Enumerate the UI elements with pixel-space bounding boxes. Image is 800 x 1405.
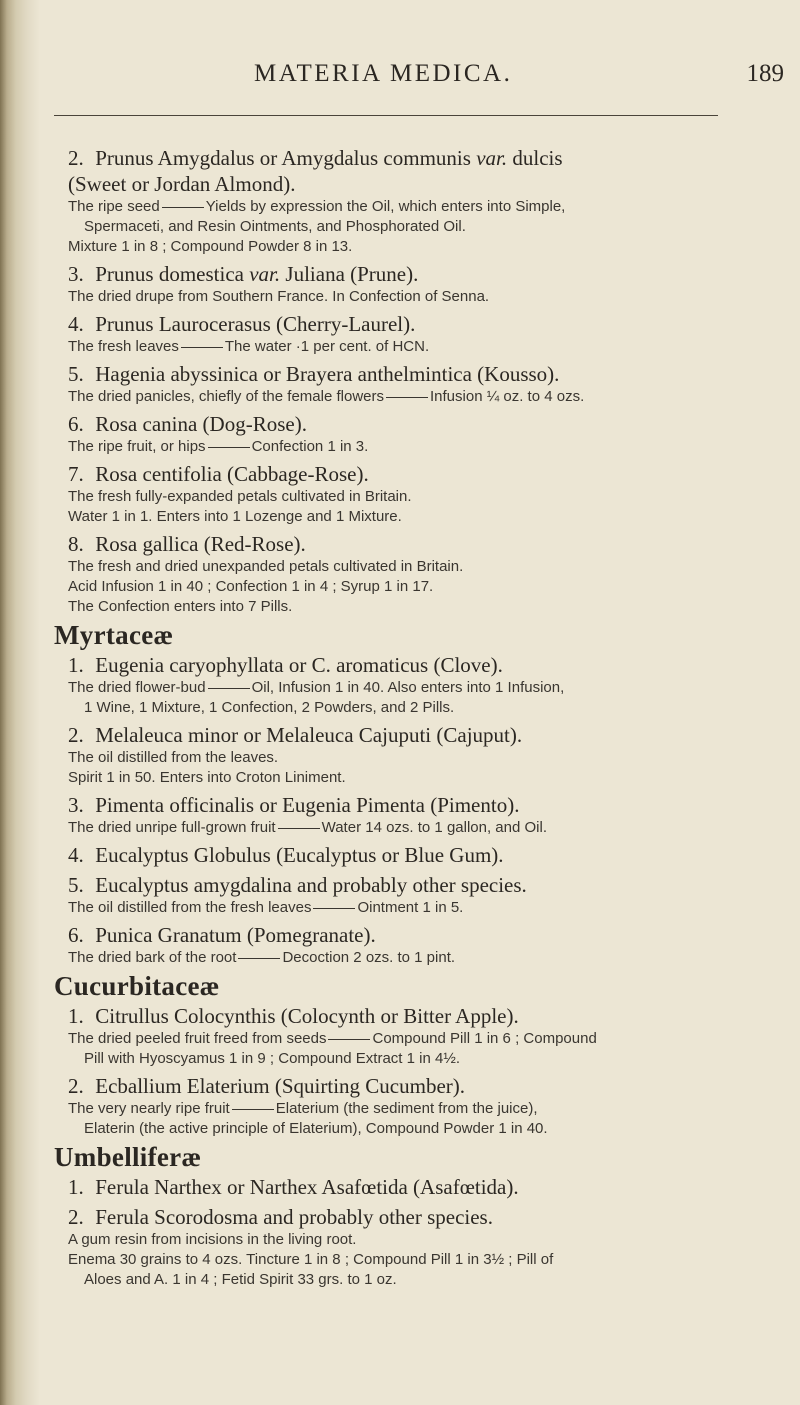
header-rule <box>54 115 718 116</box>
entry-desc: Water 1 in 1. Enters into 1 Lozenge and 1 Mixture. <box>68 508 402 525</box>
entry-desc: The Confection enters into 7 Pills. <box>68 598 293 615</box>
running-head-title: MATERIA MEDICA. <box>254 60 513 87</box>
entry-desc: The dried drupe from Southern France. In Confection of Senna. <box>68 288 490 305</box>
entry-desc: The dried panicles, chiefly of the female flowers Infusion ¼ oz. to 4 ozs. <box>68 388 585 405</box>
entry-title: 5. Eucalyptus amygdalina and probably other species. <box>68 873 527 897</box>
entry-eugenia <box>54 652 782 718</box>
entry-title: 3. Prunus domestica var. Juliana (Prune). <box>68 262 419 286</box>
family-heading-cucurbitaceae: Cucurbitaceæ <box>54 971 220 1001</box>
entry-desc: Elaterin (the active principle of Elaterium), Compound Powder 1 in 40. <box>84 1120 548 1137</box>
entry-title: 5. Hagenia abyssinica or Brayera anthelmintica (Kousso). <box>68 362 560 386</box>
entry-title: 2. Melaleuca minor or Melaleuca Cajuputi (Cajuput). <box>68 723 523 747</box>
entry-prunus-laurocerasus <box>54 311 782 357</box>
entry-desc: The ripe seed Yields by expression the Oil, which enters into Simple, <box>68 198 566 215</box>
entry-desc: The dried unripe full-grown fruit Water 14 ozs. to 1 gallon, and Oil. <box>68 819 548 836</box>
entry-rosa-centifolia <box>54 461 782 527</box>
entry-title: 4. Eucalyptus Globulus (Eucalyptus or Blue Gum). <box>68 843 504 867</box>
entry-desc: The dried flower-bud Oil, Infusion 1 in 40. Also enters into 1 Infusion, <box>68 679 565 696</box>
page-number: 189 <box>746 60 784 87</box>
entry-hagenia <box>54 361 782 407</box>
entry-title: 2. Prunus Amygdalus or Amygdalus communis var. dulcis <box>68 146 563 170</box>
entry-punica <box>54 922 782 968</box>
entry-ferula-scorodosma <box>54 1204 782 1290</box>
entry-desc: Enema 30 grains to 4 ozs. Tincture 1 in 8 ; Compound Pill 1 in 3½ ; Pill of <box>68 1251 554 1268</box>
entry-desc: Spermaceti, and Resin Ointments, and Phosphorated Oil. <box>84 218 466 235</box>
entry-desc: The fresh and dried unexpanded petals cultivated in Britain. <box>68 558 464 575</box>
entry-desc: The ripe fruit, or hips Confection 1 in 3. <box>68 438 369 455</box>
entry-title-line2: (Sweet or Jordan Almond). <box>68 172 296 196</box>
entry-prunus-domestica <box>54 261 782 307</box>
entry-desc: Acid Infusion 1 in 40 ; Confection 1 in 4 ; Syrup 1 in 17. <box>68 578 434 595</box>
entry-eucalyptus-amygdalina <box>54 872 782 918</box>
entry-ecballium <box>54 1073 782 1139</box>
entry-title: 2. Ecballium Elaterium (Squirting Cucumber). <box>68 1074 465 1098</box>
entry-title: 4. Prunus Laurocerasus (Cherry-Laurel). <box>68 312 416 336</box>
entry-title: 6. Punica Granatum (Pomegranate). <box>68 923 376 947</box>
entry-title: 7. Rosa centifolia (Cabbage-Rose). <box>68 462 369 486</box>
entry-desc: The very nearly ripe fruit Elaterium (the sediment from the juice), <box>68 1100 538 1117</box>
entry-desc: The oil distilled from the fresh leaves Ointment 1 in 5. <box>68 899 464 916</box>
entry-title: 6. Rosa canina (Dog-Rose). <box>68 412 307 436</box>
entry-title: 1. Ferula Narthex or Narthex Asafœtida (Asafœtida). <box>68 1175 519 1199</box>
page-gutter-shadow <box>0 0 40 1405</box>
entry-desc: The dried peeled fruit freed from seeds Compound Pill 1 in 6 ; Compound <box>68 1030 597 1047</box>
entry-desc: Spirit 1 in 50. Enters into Croton Liniment. <box>68 769 346 786</box>
family-heading-myrtaceae: Myrtaceæ <box>54 620 174 650</box>
entry-eucalyptus-globulus <box>54 842 782 868</box>
entry-title: 1. Citrullus Colocynthis (Colocynth or Bitter Apple). <box>68 1004 519 1028</box>
family-heading-umbelliferae: Umbelliferæ <box>54 1142 202 1172</box>
running-head <box>54 60 790 90</box>
entry-prunus-amygdalus <box>54 145 782 257</box>
entry-desc: A gum resin from incisions in the living root. <box>68 1231 357 1248</box>
entry-title: 8. Rosa gallica (Red-Rose). <box>68 532 306 556</box>
entry-title: 1. Eugenia caryophyllata or C. aromaticus (Clove). <box>68 653 503 677</box>
entry-desc: Aloes and A. 1 in 4 ; Fetid Spirit 33 grs. to 1 oz. <box>84 1271 397 1288</box>
entry-desc: The dried bark of the root Decoction 2 ozs. to 1 pint. <box>68 949 456 966</box>
entry-desc: 1 Wine, 1 Mixture, 1 Confection, 2 Powders, and 2 Pills. <box>84 699 455 716</box>
book-page <box>54 0 790 1405</box>
entry-rosa-gallica <box>54 531 782 617</box>
entry-ferula-narthex <box>54 1174 782 1200</box>
entry-melaleuca <box>54 722 782 788</box>
entry-citrullus <box>54 1003 782 1069</box>
entry-title: 2. Ferula Scorodosma and probably other species. <box>68 1205 493 1229</box>
entry-desc: The oil distilled from the leaves. <box>68 749 279 766</box>
body-text <box>54 145 782 1290</box>
entry-pimenta <box>54 792 782 838</box>
entry-title: 3. Pimenta officinalis or Eugenia Pimenta (Pimento). <box>68 793 520 817</box>
entry-desc: The fresh fully-expanded petals cultivated in Britain. <box>68 488 412 505</box>
entry-rosa-canina <box>54 411 782 457</box>
entry-desc: Mixture 1 in 8 ; Compound Powder 8 in 13. <box>68 238 353 255</box>
entry-desc: Pill with Hyoscyamus 1 in 9 ; Compound Extract 1 in 4½. <box>84 1050 460 1067</box>
entry-desc: The fresh leaves The water ·1 per cent. of HCN. <box>68 338 430 355</box>
